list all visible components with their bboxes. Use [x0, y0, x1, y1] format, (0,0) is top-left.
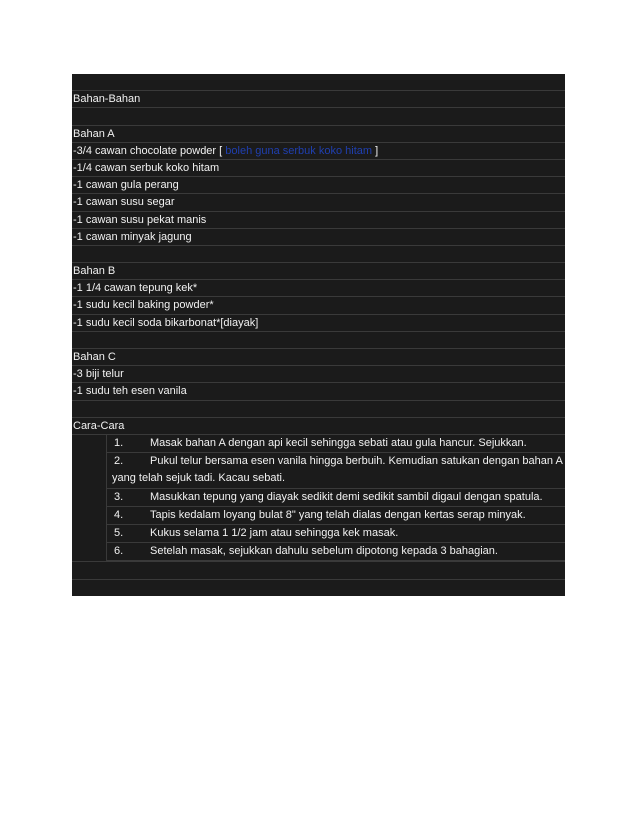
- blank-row: [72, 74, 565, 91]
- ingredient-b: -1 sudu kecil baking powder*: [72, 297, 565, 314]
- step-item: [107, 435, 565, 453]
- step-item: [107, 543, 565, 561]
- ingredient-a: -1 cawan susu pekat manis: [72, 212, 565, 229]
- ingredient-a: -1 cawan minyak jagung: [72, 229, 565, 246]
- step-number: 5.: [114, 526, 124, 539]
- ingredient-a: -1 cawan susu segar: [72, 194, 565, 211]
- ingredient-c: -1 sudu teh esen vanila: [72, 383, 565, 400]
- step-text: Pukul telur bersama esen vanila hingga berbuih. Kemudian satukan dengan bahan A: [150, 455, 563, 468]
- blank-row: [72, 108, 565, 125]
- step-text: Masukkan tepung yang diayak sedikit demi sedikit sambil digaul dengan spatula.: [150, 490, 543, 503]
- section-a-line-1: [72, 143, 565, 160]
- blank-row: [72, 401, 565, 418]
- step-number: 1.: [114, 436, 124, 449]
- step-text-continued: yang telah sejuk tadi. Kacau sebati.: [112, 472, 286, 485]
- ingredient-b: -1 1/4 cawan tepung kek*: [72, 280, 565, 297]
- ingredient-b: -1 sudu kecil soda bikarbonat*[diayak]: [72, 315, 565, 332]
- section-c-title: Bahan C: [72, 349, 565, 366]
- step-number: 6.: [114, 545, 124, 558]
- step-number: 4.: [114, 508, 124, 521]
- ingredient-a: -1/4 cawan serbuk koko hitam: [72, 160, 565, 177]
- bottom-band-divider: [72, 562, 565, 580]
- blank-row: [72, 332, 565, 349]
- step-item: [107, 525, 565, 543]
- step-item: [107, 507, 565, 525]
- recipe-document: [72, 74, 565, 596]
- step-number: 2.: [114, 455, 124, 468]
- step-text: Masak bahan A dengan api kecil sehingga sebati atau gula hancur. Sejukkan.: [150, 436, 527, 449]
- heading-ingredients: Bahan-Bahan: [72, 91, 565, 108]
- section-a-title: Bahan A: [72, 126, 565, 143]
- bottom-band: [72, 561, 565, 596]
- section-a-line-1-prefix: -3/4 cawan chocolate powder [: [73, 144, 223, 157]
- ingredient-c: -3 biji telur: [72, 366, 565, 383]
- method-title: Cara-Cara: [72, 418, 565, 435]
- ingredient-a: -1 cawan gula perang: [72, 177, 565, 194]
- step-item: [107, 489, 565, 507]
- section-a-line-1-suffix: ]: [375, 144, 379, 157]
- section-b-title: Bahan B: [72, 263, 565, 280]
- step-text: Kukus selama 1 1/2 jam atau sehingga kek masak.: [150, 526, 399, 539]
- step-item: [107, 453, 565, 488]
- method-steps: [106, 435, 565, 561]
- step-number: 3.: [114, 490, 124, 503]
- step-text: Setelah masak, sejukkan dahulu sebelum dipotong kepada 3 bahagian.: [150, 545, 498, 558]
- section-a-line-1-link[interactable]: boleh guna serbuk koko hitam: [225, 144, 373, 157]
- blank-row: [72, 246, 565, 263]
- step-text: Tapis kedalam loyang bulat 8" yang telah dialas dengan kertas serap minyak.: [150, 508, 526, 521]
